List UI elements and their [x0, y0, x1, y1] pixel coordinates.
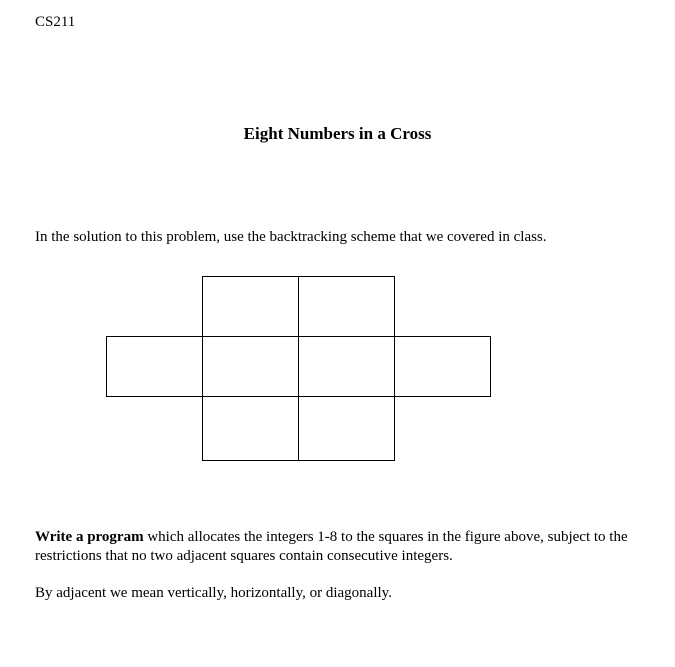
cross-square: [299, 397, 395, 461]
cross-square: [107, 337, 203, 397]
task-paragraph: [35, 528, 655, 566]
cross-square: [203, 277, 299, 337]
course-code: CS211: [35, 14, 76, 30]
cross-square: [203, 337, 299, 397]
intro-paragraph: In the solution to this problem, use the backtracking scheme that we covered in class.: [35, 229, 547, 245]
cross-square: [203, 397, 299, 461]
task-text: which allocates the integers 1-8 to the squares in the figure above, subject to the restrictions that no two adjacent squares contain consecutive integers.: [35, 529, 628, 564]
task-emphasis: Write a program: [35, 529, 144, 545]
cross-square: [299, 277, 395, 337]
cross-square: [395, 337, 491, 397]
page-title: Eight Numbers in a Cross: [243, 124, 432, 143]
adjacency-note: By adjacent we mean vertically, horizontally, or diagonally.: [35, 585, 392, 601]
cross-square: [299, 337, 395, 397]
